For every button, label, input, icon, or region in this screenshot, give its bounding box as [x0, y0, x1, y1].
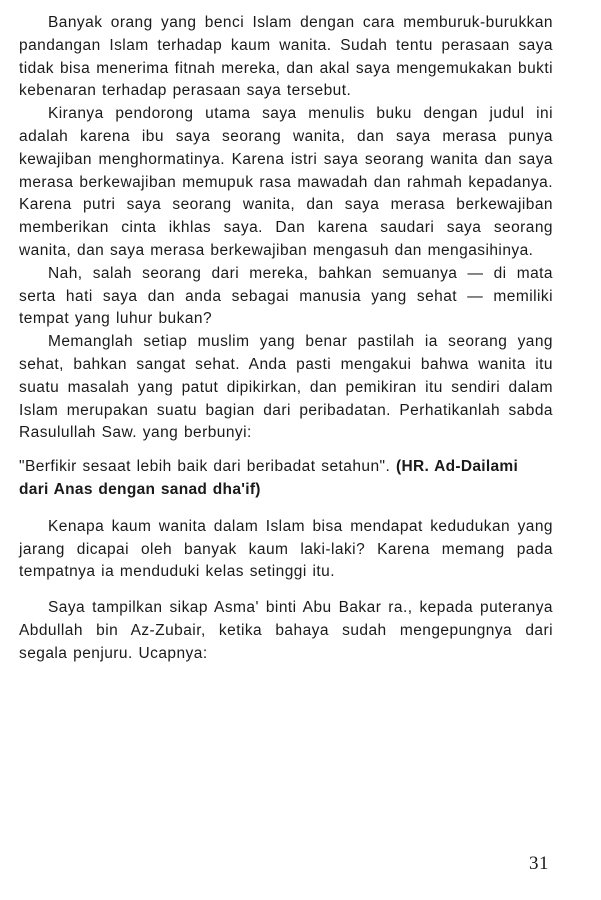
- paragraph: Banyak orang yang benci Islam dengan cara memburuk-burukkan pandangan Islam terhadap kaum wanita. Sudah tentu perasaan saya tidak bisa menerima fitnah mereka, dan akal saya mengemukakan bukti kebenaran terhadap perasaan saya tersebut.: [19, 14, 553, 100]
- paragraph: Memanglah setiap muslim yang benar pastilah ia seorang yang sehat, bahkan sangat sehat. Anda pasti mengakui bahwa wanita itu suatu masalah yang patut dipikirkan, dan pemikiran itu sendiri dalam Islam merupakan suatu bagian dari peribadatan. Perhatikanlah sabda Rasulullah Saw. yang berbunyi:: [19, 333, 553, 442]
- paragraph: Kiranya pendorong utama saya menulis buku dengan judul ini adalah karena ibu saya seorang wanita, dan saya merasa punya kewajiban menghormatinya. Karena istri saya seorang wanita dan saya merasa berkewajiban memupuk rasa mawadah dan rahmah kepadanya. Karena putri saya seorang wanita, dan saya merasa berkewajiban memberikan cinta ikhlas saya. Dan karena saudari saya seorang wanita, dan saya merasa berkewajiban mengasuh dan mengasihinya.: [19, 105, 553, 259]
- paragraph: Saya tampilkan sikap Asma' binti Abu Bakar ra., kepada puteranya Abdullah bin Az-Zubair, ketika bahaya sudah mengepungnya dari segala penjuru. Ucapnya:: [19, 599, 553, 662]
- paragraph: Kenapa kaum wanita dalam Islam bisa mendapat kedudukan yang jarang dicapai oleh banyak kaum laki-laki? Karena memang pada tempatnya ia menduduki kelas setinggi itu.: [19, 517, 553, 581]
- quote-text: "Berfikir sesaat lebih baik dari beribadat setahun".: [19, 458, 391, 476]
- body-text: [19, 12, 553, 666]
- paragraph: Nah, salah seorang dari mereka, bahkan semuanya — di mata serta hati saya dan anda sebagai manusia yang sehat — memiliki tempat yang luhur bukan?: [19, 264, 553, 328]
- page-number: 31: [529, 853, 549, 874]
- quote-citation: (HR. Ad-Dailami dari Anas dengan sanad dha'if): [19, 458, 519, 498]
- hadith-quote: [19, 456, 553, 502]
